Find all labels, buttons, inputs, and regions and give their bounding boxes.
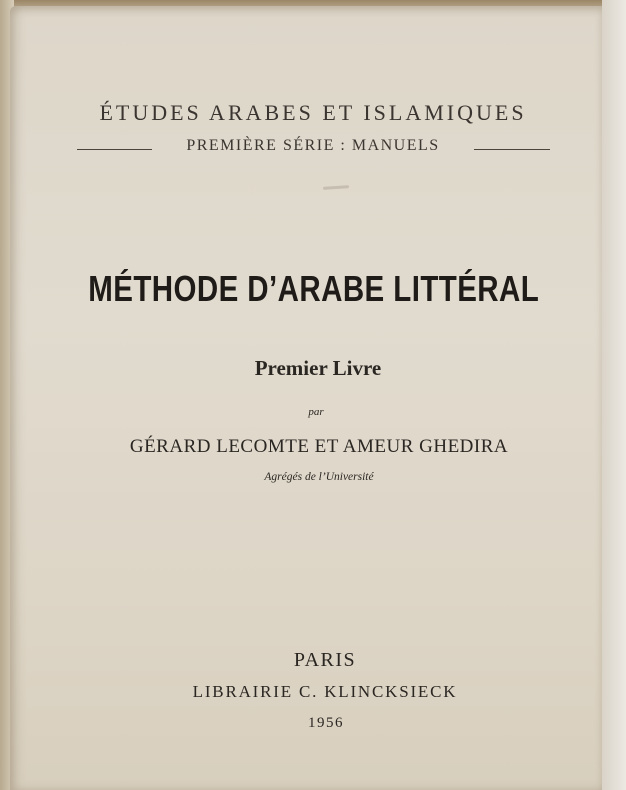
- subseries-row: [0, 137, 626, 161]
- book-subtitle: Premier Livre: [254, 356, 382, 380]
- left-rule: [77, 149, 152, 150]
- author-affiliation: Agrégés de l’Université: [264, 471, 374, 483]
- publication-city: PARIS: [293, 649, 357, 671]
- publisher: LIBRAIRIE C. KLINCKSIECK: [192, 682, 458, 701]
- authors: GÉRARD LECOMTE ET AMEUR GHEDIRA: [129, 436, 509, 457]
- book-title: MÉTHODE D’ARABE LITTÉRAL: [88, 268, 540, 309]
- subseries-title: PREMIÈRE SÉRIE : MANUELS: [186, 137, 440, 154]
- right-rule: [474, 149, 550, 150]
- series-title: ÉTUDES ARABES ET ISLAMIQUES: [99, 100, 527, 125]
- publication-year: 1956: [308, 715, 344, 731]
- by-line: par: [308, 406, 324, 418]
